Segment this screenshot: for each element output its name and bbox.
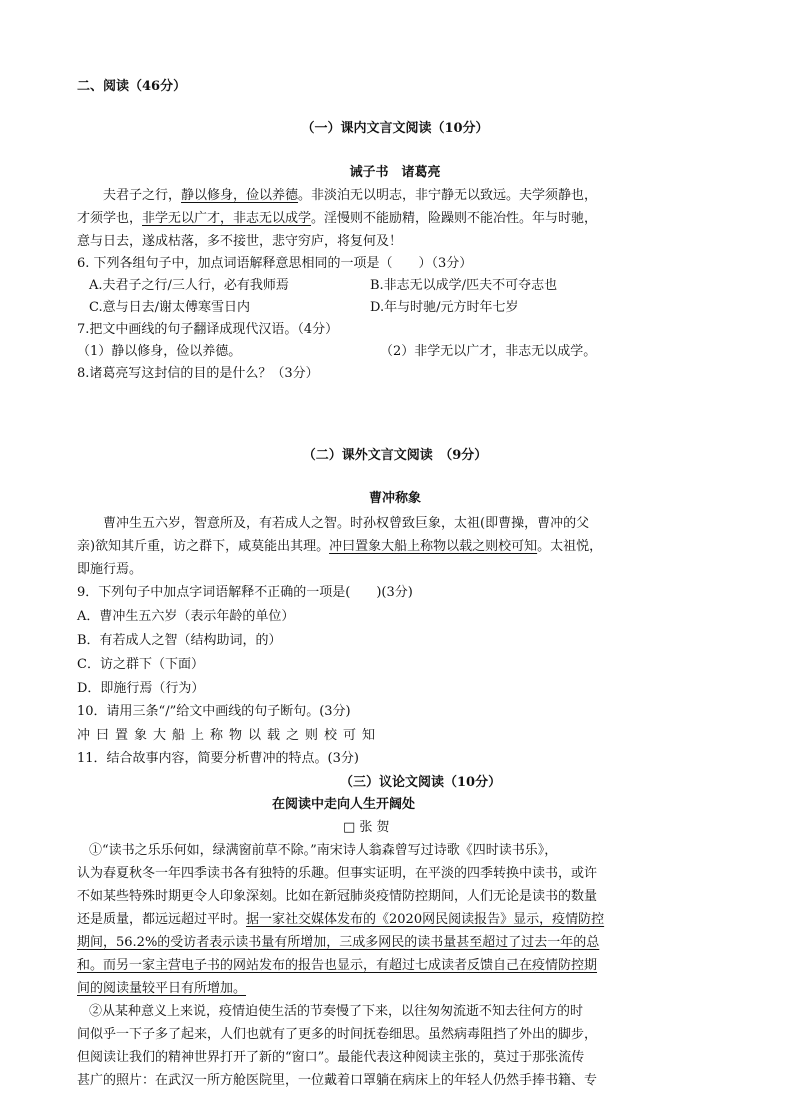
section-heading: 二、阅读（46分） — [77, 79, 187, 94]
part1-title: 诫子书 诸葛亮 — [349, 165, 441, 180]
part2-title: 曹冲称象 — [368, 491, 421, 506]
q6-option-a: A.夫君子之行/三人行，必有我师焉 — [89, 278, 289, 293]
part3-paragraph-line: 间似乎一下子多了起来，人们也就有了更多的时间抚卷细思。虽然病毒阻挡了外出的脚步， — [77, 1027, 598, 1042]
part3-paragraph-line: 不如某些特殊时期更令人印象深刻。比如在新冠肺炎疫情防控期间，人们无论是读书的数量 — [77, 889, 598, 904]
q9-option-b: B．有若成人之智（结构助词，的） — [77, 633, 282, 648]
part2-heading: （二）课外文言文阅读 （9分） — [302, 448, 488, 463]
part3-paragraph-line: 甚广的照片：在武汉一所方舱医院里，一位戴着口罩躺在病床上的年轻人仍然手捧书籍、专 — [77, 1073, 598, 1088]
part3-paragraph-line: 期间，56.2%的受访者表示读书量有所增加，三成多网民的读书量甚至超过了过去一年的总 — [77, 935, 600, 950]
part1-paragraph-line: 才须学也，非学无以广才，非志无以成学。淫慢则不能励精，险躁则不能冶性。年与时驰， — [77, 211, 598, 226]
question-7: 7.把文中画线的句子翻译成现代汉语。（4分） — [77, 322, 339, 337]
part3-paragraph-line: 认为春夏秋冬一年四季读书各有独特的乐趣。但事实证明，在平淡的四季转换中读书，或许 — [77, 866, 598, 881]
part3-paragraph-line: 但阅读让我们的精神世界打开了新的“窗口”。最能代表这种阅读主张的，莫过于那张流传 — [77, 1050, 585, 1065]
part2-paragraph-line: 即施行焉。 — [77, 562, 143, 577]
q6-option-c: C.意与日去/谢太傅寒雪日内 — [89, 300, 250, 315]
q9-option-c: C．访之群下（下面） — [77, 657, 204, 672]
q6-option-b: B.非志无以成学/匹夫不可夺志也 — [370, 278, 558, 293]
question-10: 10．请用三条“/”给文中画线的句子断句。(3分) — [77, 704, 351, 719]
underlined-sentence: 据一家社交媒体发布的《2020网民阅读报告》显示，疫情防控 — [246, 912, 605, 927]
underlined-sentence: 间的阅读量较平日有所增加。 — [77, 981, 247, 996]
part3-paragraph-line: ①“读书之乐乐何如，绿满窗前草不除。”南宋诗人翁森曾写过诗歌《四时读书乐》， — [89, 843, 558, 858]
part1-paragraph-line: 夫君子之行，静以修身，俭以养德。非淡泊无以明志，非宁静无以致远。夫学须静也， — [103, 188, 598, 203]
part2-paragraph-line: 曹冲生五六岁，智意所及，有若成人之智。时孙权曾致巨象，太祖(即曹操，曹冲的父 — [103, 516, 590, 531]
q7-item-2: （2）非学无以广才，非志无以成学。 — [380, 344, 597, 359]
part3-paragraph-line: 和。而另一家主营电子书的网站发布的报告也显示，有超过七成读者反馈自己在疫情防控期 — [77, 958, 598, 973]
part3-paragraph-line — [77, 979, 246, 999]
part3-title: 在阅读中走向人生开阔处 — [272, 797, 416, 812]
part1-heading: （一）课内文言文阅读（10分） — [301, 121, 489, 136]
underlined-sentence: 非学无以广才，非志无以成学 — [142, 211, 312, 226]
q9-option-d: D．即施行焉（行为） — [77, 681, 205, 696]
part3-paragraph-line: 还是质量，都远远超过平时。据一家社交媒体发布的《2020网民阅读报告》显示，疫情防控 — [77, 912, 605, 927]
q7-item-1: （1）静以修身，俭以养德。 — [77, 344, 242, 359]
underlined-sentence: 冲曰置象大船上称物以载之则校可知 — [329, 539, 538, 554]
q9-option-a: A．曹冲生五六岁（表示年龄的单位） — [77, 609, 295, 624]
part3-author: □ 张 贺 — [343, 820, 390, 835]
part3-paragraph-line: ②从某种意义上来说，疫情迫使生活的节奏慢了下来，以往匆匆流逝不知去往何方的时 — [89, 1004, 584, 1019]
question-6: 6. 下列各组句子中，加点词语解释意思相同的一项是（ ）（3分） — [77, 256, 473, 271]
q6-option-d: D.年与时驰/元方时年七岁 — [370, 300, 519, 315]
q10-sentence: 冲曰置象大船上称物以载之则校可知 — [77, 728, 382, 743]
question-11: 11．结合故事内容，简要分析曹冲的特点。(3分) — [77, 751, 359, 766]
question-8: 8.诸葛亮写这封信的目的是什么？（3分） — [77, 366, 319, 381]
underlined-sentence: 静以修身，俭以养德 — [181, 188, 299, 203]
part3-heading: （三）议论文阅读（10分） — [340, 775, 502, 790]
part2-paragraph-line: 亲)欲知其斤重，访之群下，咸莫能出其理。冲曰置象大船上称物以载之则校可知。太祖悦， — [77, 539, 603, 554]
part1-paragraph-line: 意与日去，遂成枯落，多不接世，悲守穷庐，将复何及！ — [77, 234, 403, 249]
question-9: 9．下列句子中加点字词语解释不正确的一项是( )(3分) — [77, 585, 413, 600]
